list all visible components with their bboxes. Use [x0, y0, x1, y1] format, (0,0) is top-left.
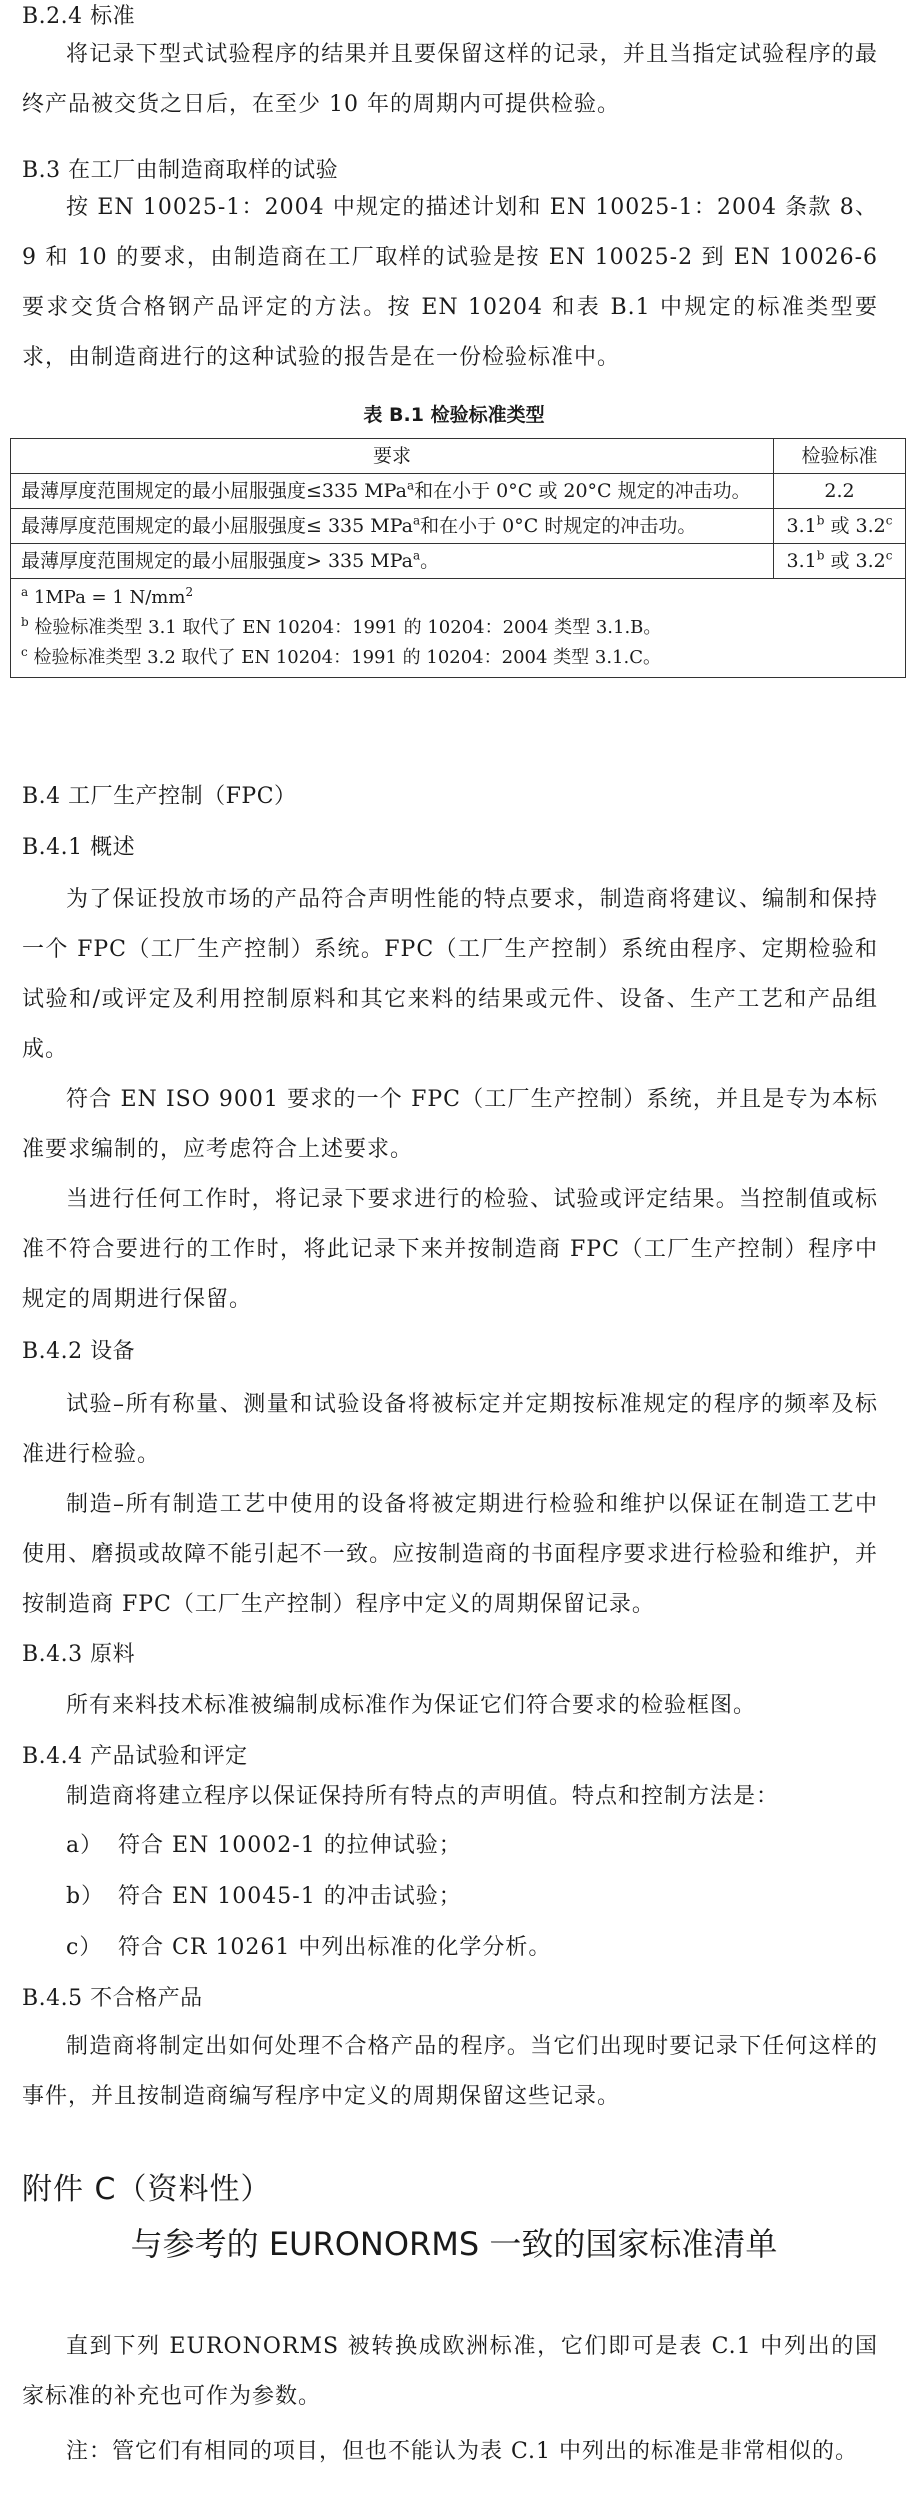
paragraph-annex-1: 直到下列 EURONORMS 被转换成欧洲标准，它们即可是表 C.1 中列出的国家标准的补充也可作为参数。 [22, 2334, 878, 2409]
standard-cell: 3.1$^b$ 或 3.2$^c$ [774, 509, 906, 544]
standard-cell: 2.2 [774, 474, 906, 509]
section-heading-b44: B.4.4 产品试验和评定 [22, 1744, 248, 1769]
requirement-cell: 最薄厚度范围规定的最小屈服强度≤335 MPa$^a$和在小于 0°C 或 20°C 规定的冲击功。 [11, 474, 774, 509]
requirement-cell: 最薄厚度范围规定的最小屈服强度≤ 335 MPa$^a$和在小于 0°C 时规定的冲击功。 [11, 509, 774, 544]
table-caption: 表 B.1 检验标准类型 [363, 404, 545, 426]
paragraph-b45: 制造商将制定出如何处理不合格产品的程序。当它们出现时要记录下任何这样的事件，并且按制造商编写程序中定义的周期保留这些记录。 [22, 2034, 878, 2109]
table-notes [11, 579, 906, 678]
table-row [11, 544, 906, 579]
list-item: a） 符合 EN 10002-1 的拉伸试验； [66, 1833, 462, 1858]
section-heading-b42: B.4.2 设备 [22, 1339, 136, 1364]
paragraph-b42-2: 制造–所有制造工艺中使用的设备将被定期进行检验和维护以保证在制造工艺中使用、磨损或故障不能引起不一致。应按制造商的书面程序要求进行检验和维护，并按制造商 FPC（工厂生产控制）程序中定义的周期保留记录。 [22, 1492, 878, 1617]
paragraph-b41-1: 为了保证投放市场的产品符合声明性能的特点要求，制造商将建议、编制和保持一个 FPC（工厂生产控制）系统。FPC（工厂生产控制）系统由程序、定期检验和试验和/或评定及利用控制原料和其它来料的结果或元件、设备、生产工艺和产品组成。 [22, 887, 878, 1062]
section-heading-b4: B.4 工厂生产控制（FPC） [22, 784, 297, 809]
table-note: $^a$ 1MPa = 1 $N/mm^2$ [21, 585, 194, 608]
annex-label: 附件 C（资料性） [22, 2172, 272, 2207]
paragraph-b41-3: 当进行任何工作时，将记录下要求进行的检验、试验或评定结果。当控制值或标准不符合要进行的工作时，将此记录下来并按制造商 FPC（工厂生产控制）程序中规定的周期进行保留。 [22, 1187, 878, 1312]
standard-cell: 3.1$^b$ 或 3.2$^c$ [774, 544, 906, 579]
header-requirement: 要求 [11, 439, 774, 474]
inspection-standard-table [10, 438, 906, 678]
section-heading-b45: B.4.5 不合格产品 [22, 1986, 203, 2011]
table-note: $^b$ 检验标准类型 3.1 取代了 EN 10204：1991 的 10204：2004 类型 3.1.B。 [21, 615, 662, 638]
paragraph-annex-2: 注：管它们有相同的项目，但也不能认为表 C.1 中列出的标准是非常相似的。 [66, 2439, 859, 2464]
paragraph-b42-1: 试验–所有称量、测量和试验设备将被标定并定期按标准规定的程序的频率及标准进行检验。 [22, 1392, 878, 1467]
paragraph-b43: 所有来料技术标准被编制成标准作为保证它们符合要求的检验框图。 [66, 1693, 757, 1718]
table-row [11, 474, 906, 509]
section-heading-b3: B.3 在工厂由制造商取样的试验 [22, 158, 339, 183]
table-note: $^c$ 检验标准类型 3.2 取代了 EN 10204：1991 的 10204：2004 类型 3.1.C。 [21, 645, 662, 668]
section-heading-b41: B.4.1 概述 [22, 835, 136, 860]
paragraph-b24: 将记录下型式试验程序的结果并且要保留这样的记录，并且当指定试验程序的最终产品被交货之日后，在至少 10 年的周期内可提供检验。 [22, 42, 878, 117]
requirement-cell: 最薄厚度范围规定的最小屈服强度> 335 MPa$^a$。 [11, 544, 774, 579]
paragraph-b41-2: 符合 EN ISO 9001 要求的一个 FPC（工厂生产控制）系统，并且是专为本标准要求编制的，应考虑符合上述要求。 [22, 1087, 878, 1162]
header-standard: 检验标准 [774, 439, 906, 474]
paragraph-b44-intro: 制造商将建立程序以保证保持所有特点的声明值。特点和控制方法是： [66, 1784, 780, 1809]
list-item: b） 符合 EN 10045-1 的冲击试验； [66, 1884, 462, 1909]
table-notes-row [11, 579, 906, 678]
paragraph-b3: 按 EN 10025-1：2004 中规定的描述计划和 EN 10025-1：2004 条款 8、9 和 10 的要求，由制造商在工厂取样的试验是按 EN 10025-2 到 EN 10026-6 要求交货合格钢产品评定的方法。按 EN 10204 和表 B.1 中规定的标准类型要求，由制造商进行的这种试验的报告是在一份检验标准中。 [22, 195, 878, 370]
list-item: c） 符合 CR 10261 中列出标准的化学分析。 [66, 1935, 552, 1960]
table-row [11, 509, 906, 544]
section-heading-b43: B.4.3 原料 [22, 1642, 136, 1667]
section-heading-b24: B.2.4 标准 [22, 4, 136, 29]
table-header-row [11, 439, 906, 474]
annex-title: 与参考的 EURONORMS 一致的国家标准清单 [130, 2225, 778, 2263]
